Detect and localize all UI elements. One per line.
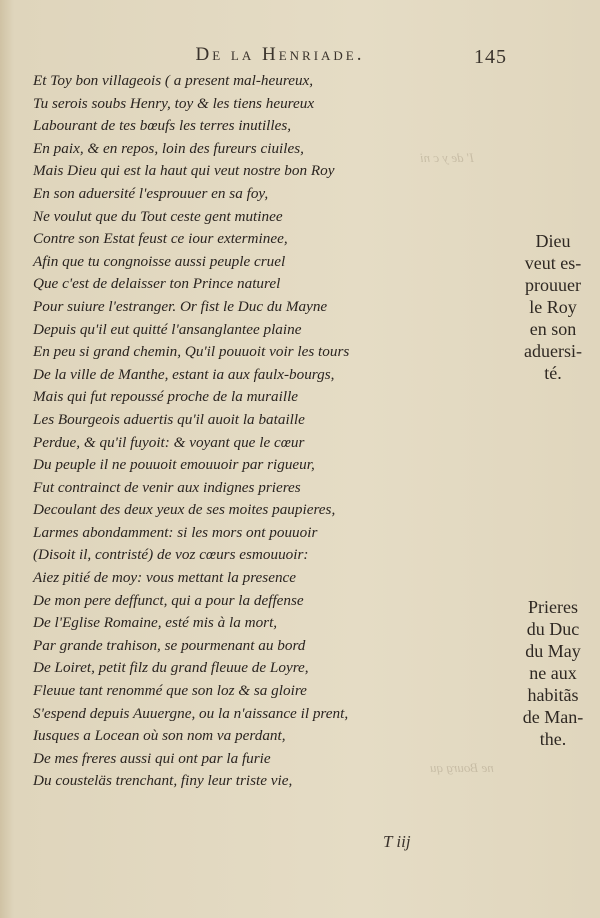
margin-note-line: prouuer: [525, 275, 581, 295]
verse-line: Aiez pitié de moy: vous mettant la presence: [33, 569, 297, 587]
verse-line: Fut contrainct de venir aux indignes prieres: [33, 478, 301, 496]
verse-line: Du peuple il ne pouuoit emouuoir par rigueur,: [33, 456, 315, 474]
verse-line: De Loiret, petit filz du grand fleuue de Loyre,: [33, 659, 309, 677]
running-header: De la Henriade.: [195, 44, 365, 65]
margin-note-dieu: [512, 230, 594, 384]
margin-note-line: du Duc: [526, 619, 580, 639]
margin-note-prieres: [512, 596, 594, 750]
verse-line: Mais qui fut repoussé proche de la muraille: [33, 388, 299, 406]
verse-line: S'espend depuis Auuergne, ou la n'aissance il prent,: [33, 704, 349, 722]
verse-line: En peu si grand chemin, Qu'il pouuoit voir les tours: [33, 343, 350, 361]
verse-line: Labourant de tes bœufs les terres inutilles,: [33, 117, 292, 135]
margin-note-line: té.: [544, 363, 562, 383]
margin-note-line: le Roy: [529, 297, 577, 317]
verse-line: Par grande trahison, se pourmenant au bord: [33, 636, 306, 654]
verse-line: Mais Dieu qui est la haut qui veut nostre bon Roy: [33, 162, 335, 180]
verse-line: Tu serois soubs Henry, toy & les tiens heureux: [33, 94, 315, 112]
verse-line: De la ville de Manthe, estant ia aux faulx-bourgs,: [33, 365, 335, 383]
bleed-through-text: ne Bourg qu: [430, 760, 494, 775]
margin-note-line: the.: [539, 729, 567, 749]
verse-line: De mon pere deffunct, qui a pour la deffense: [33, 591, 304, 609]
margin-note-line: en son: [529, 319, 577, 339]
margin-note-line: habitãs: [527, 685, 579, 705]
verse-line: Iusques a Locean où son nom va perdant,: [33, 727, 286, 745]
verse-line: Contre son Estat feust ce iour exterminee,: [33, 230, 288, 248]
margin-note-line: Dieu: [535, 231, 571, 251]
verse-line: (Disoit il, contristé) de voz cœurs esmouuoir:: [33, 546, 309, 564]
margin-note-line: du May: [525, 641, 581, 661]
verse-line: Du cousteläs trenchant, finy leur triste vie,: [33, 772, 293, 790]
verse-line: Fleuue tant renommé que son loz & sa gloire: [33, 682, 307, 700]
verse-block: [33, 70, 433, 793]
margin-note-line: aduersi-: [524, 341, 582, 361]
verse-line: Larmes abondamment: si les mors ont pouuoir: [33, 523, 318, 541]
margin-note-line: veut es-: [524, 253, 582, 273]
page-number: 145: [474, 46, 507, 68]
verse-line: Et Toy bon villageois ( a present mal-heureux,: [33, 72, 314, 89]
verse-line: De l'Eglise Romaine, esté mis à la mort,: [33, 614, 278, 632]
bleed-through-text: I' de y c ni: [420, 150, 475, 165]
verse-line: De mes freres aussi qui ont par la furie: [33, 749, 271, 767]
verse-line: Depuis qu'il eut quitté l'ansanglantee plaine: [33, 320, 302, 338]
verse-line: Perdue, & qu'il fuyoit: & voyant que le cœur: [33, 433, 305, 451]
verse-line: Que c'est de delaisser ton Prince naturel: [33, 275, 281, 293]
margin-note-line: de Man-: [522, 707, 584, 727]
verse-line: Pour suiure l'estranger. Or fist le Duc du Mayne: [33, 297, 328, 315]
verse-line: Ne voulut que du Tout ceste gent mutinee: [33, 207, 283, 225]
verse-line: En son aduersité l'esprouuer en sa foy,: [33, 184, 269, 202]
verse-line: Afin que tu congnoisse aussi peuple cruel: [33, 252, 286, 270]
margin-note-line: ne aux: [529, 663, 577, 683]
verse-line: Les Bourgeois aduertis qu'il auoit la bataille: [33, 410, 305, 428]
margin-note-line: Prieres: [528, 597, 578, 617]
signature-mark: T iij: [383, 832, 411, 851]
verse-line: En paix, & en repos, loin des fureurs ciuiles,: [33, 139, 304, 157]
verse-line: Decoulant des deux yeux de ses moites paupieres,: [33, 501, 336, 519]
